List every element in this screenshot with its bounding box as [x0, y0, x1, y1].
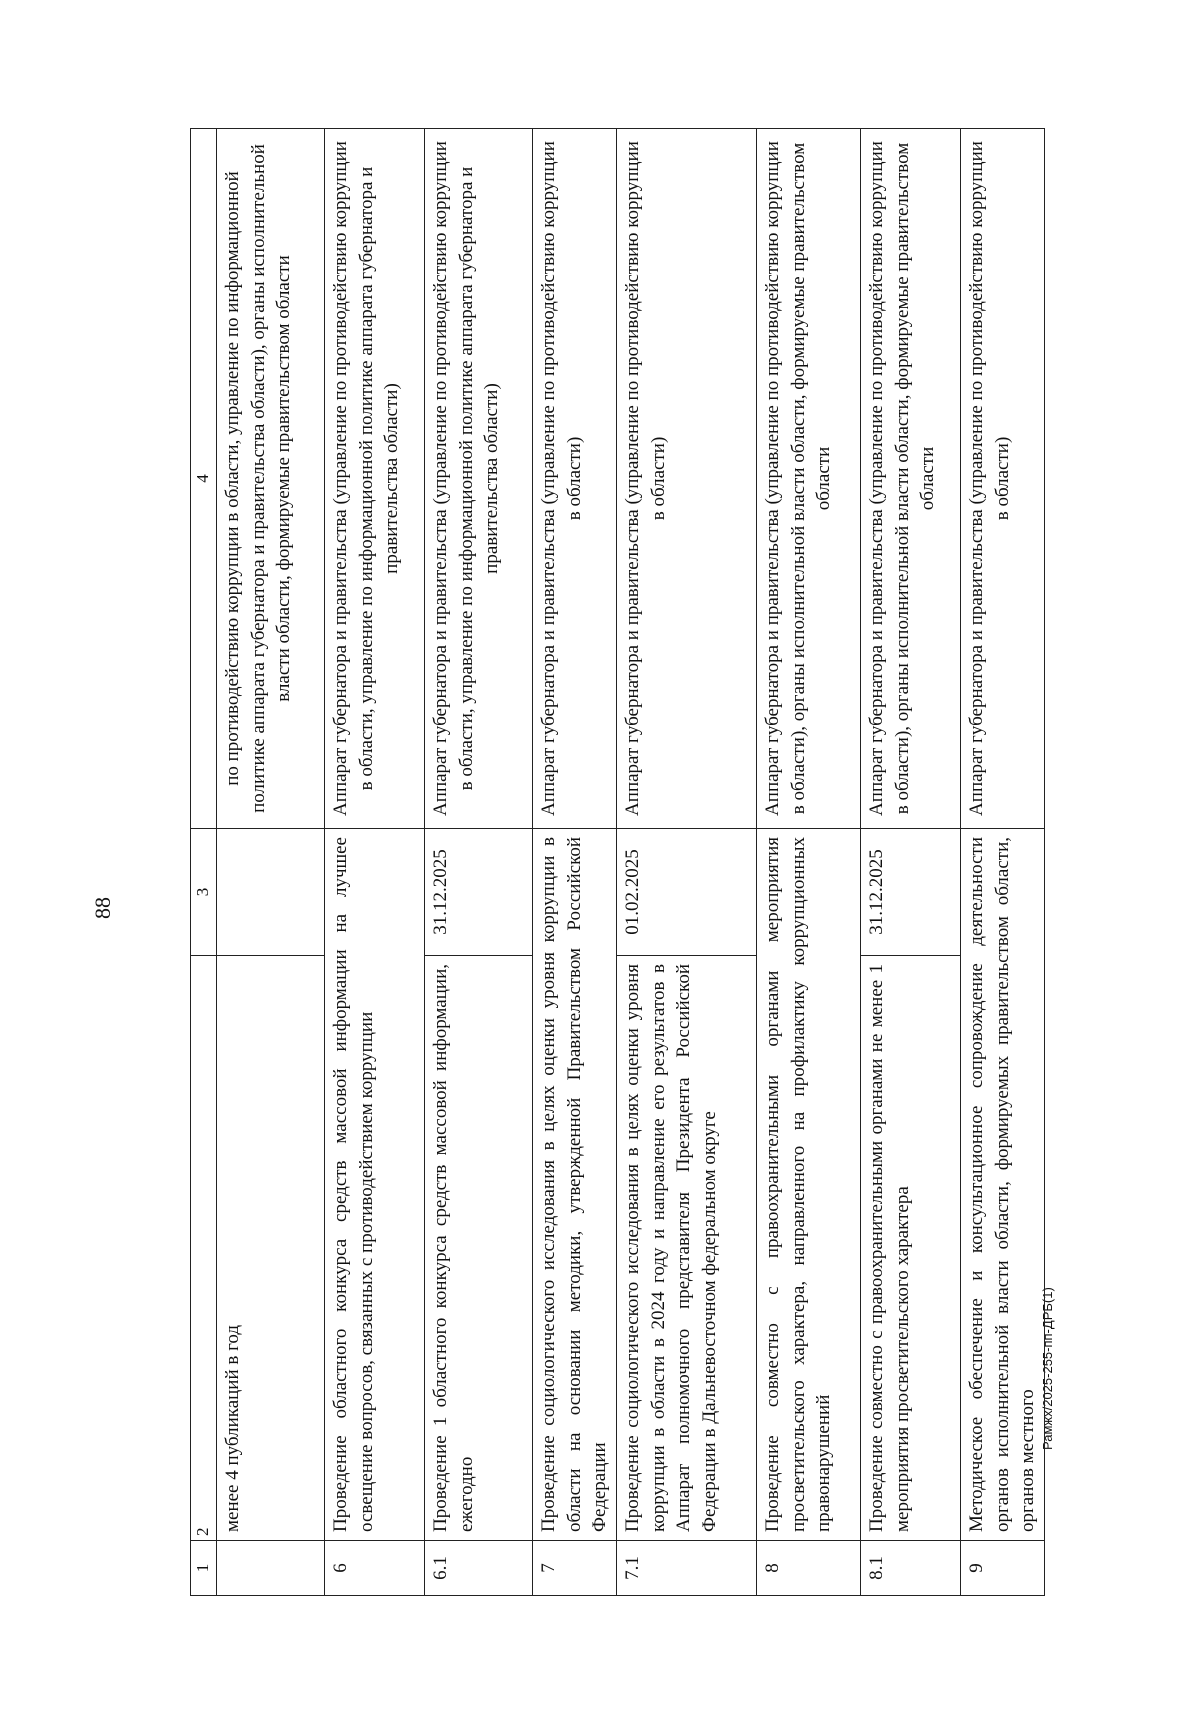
row-description: Проведение совместно с правоохранительными органами мероприятия просветительского характера, направленного на профилактику коррупционных правонарушений	[756, 829, 860, 1541]
row-description: Методическое обеспечение и консультационное сопровождение деятельности органов исполнительной власти области, формируемых правительством области, органов местного	[960, 829, 1044, 1541]
row-deadline: 31.12.2025	[860, 829, 960, 956]
row-number: 8.1	[860, 1541, 960, 1596]
row-deadline	[216, 829, 324, 956]
row-responsible: по противодействию коррупции в области, управление по информационной политике аппарата губернатора и правительства области), органы исполнительной власти области, формируемые правительством области	[216, 129, 324, 829]
table-row	[216, 129, 324, 1596]
row-number: 8	[756, 1541, 860, 1596]
table-row	[616, 129, 756, 1596]
row-description: Проведение социологического исследования в целях оценки уровня коррупции в области на основании методики, утвержденной Правительством Российской Федерации	[532, 829, 616, 1541]
rotated-table-container	[190, 128, 1039, 1596]
row-number: 7	[532, 1541, 616, 1596]
table-row	[424, 129, 532, 1596]
row-responsible: Аппарат губернатора и правительства (управление по противодействию коррупции в области)	[532, 129, 616, 829]
row-description: Проведение 1 областного конкурса средств массовой информации, ежегодно	[424, 956, 532, 1541]
row-deadline: 01.02.2025	[616, 829, 756, 956]
table-row	[756, 129, 860, 1596]
row-deadline: 31.12.2025	[424, 829, 532, 956]
table-row	[960, 129, 1044, 1596]
row-responsible: Аппарат губернатора и правительства (управление по противодействию коррупции в области), органы исполнительной власти области, формируемые правительством области	[756, 129, 860, 829]
row-number: 7.1	[616, 1541, 756, 1596]
document-code: Рамжх/2025-255-пп-ДРБ(1)	[1040, 1287, 1055, 1450]
page-number: 88	[90, 897, 115, 919]
row-responsible: Аппарат губернатора и правительства (управление по противодействию коррупции в области), органы исполнительной власти области, формируемые правительством области	[860, 129, 960, 829]
row-number: 6.1	[424, 1541, 532, 1596]
row-description: Проведение социологического исследования в целях оценки уровня коррупции в области в 2024 году и направление его результатов в Аппарат полномочного представителя Президента Российской Федерации в Дальневосточном федеральном округе	[616, 956, 756, 1541]
table-header-row	[191, 129, 217, 1596]
table-row	[860, 129, 960, 1596]
table-row	[532, 129, 616, 1596]
table-row	[324, 129, 424, 1596]
header-col-1: 1	[191, 1541, 217, 1596]
row-description: Проведение совместно с правоохранительными органами не менее 1 мероприятия просветительского характера	[860, 956, 960, 1541]
row-number: 6	[324, 1541, 424, 1596]
row-responsible: Аппарат губернатора и правительства (управление по противодействию коррупции в области, управление по информационной политике аппарата губернатора и правительства области)	[324, 129, 424, 829]
row-number: 9	[960, 1541, 1044, 1596]
header-col-2: 2	[191, 956, 217, 1541]
measures-table	[190, 128, 1045, 1596]
row-responsible: Аппарат губернатора и правительства (управление по противодействию коррупции в области)	[960, 129, 1044, 829]
row-responsible: Аппарат губернатора и правительства (управление по противодействию коррупции в области, управление по информационной политике аппарата губернатора и правительства области)	[424, 129, 532, 829]
row-description: Проведение областного конкурса средств массовой информации на лучшее освещение вопросов, связанных с противодействием коррупции	[324, 829, 424, 1541]
row-number	[216, 1541, 324, 1596]
row-responsible: Аппарат губернатора и правительства (управление по противодействию коррупции в области)	[616, 129, 756, 829]
header-col-3: 3	[191, 829, 217, 956]
row-description: менее 4 публикаций в год	[216, 956, 324, 1541]
header-col-4: 4	[191, 129, 217, 829]
